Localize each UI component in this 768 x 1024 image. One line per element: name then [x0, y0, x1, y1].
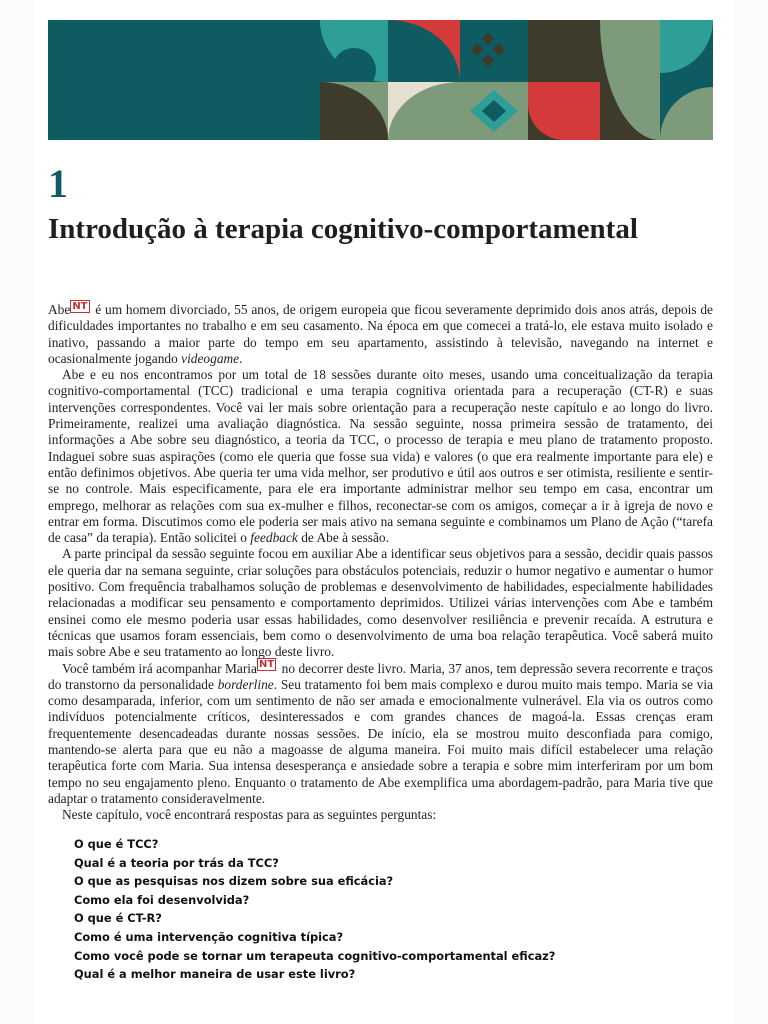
list-item: Como você pode se tornar um terapeuta cognitivo-comportamental eficaz? [74, 948, 556, 963]
chapter-number: 1 [48, 161, 68, 206]
paragraph-text: é um homem divorciado, 55 anos, de origem europeia que ficou severamente deprimido dois anos atrás, depois de dificuldades importantes no trabalho e em seu casamento. Na época em que comecei a tratá-lo, ele estava muito isolado e inativo, passando a maior parte do tempo em seu apartamento, assistindo à televisão, navegando na internet e ocasionalmente jogando [48, 302, 713, 366]
paragraph-text: no decorrer deste livro. Maria, 37 anos, tem depressão severa recorrente e traços do transtorno da personalidade [48, 660, 714, 692]
paragraph-text: . [239, 350, 243, 366]
chapter-banner [48, 20, 713, 140]
paragraph-text: Abe e eu nos encontramos por um total de 18 sessões durante oito meses, usando uma conceitualização da terapia cognitivo-comportamental (TCC) tradicional e uma terapia cognitiva orientada para a recuperação (CT-R) e suas intervenções correspondentes. Você vai ler mais sobre orientação para a recuperação neste capítulo e ao longo do livro. Primeiramente, realizei uma avaliação diagnóstica. Na sessão seguinte, nossa primeira sessão de tratamento, dei informações a Abe sobre seu diagnóstico, a teoria da TCC, o processo de terapia e meu plano de tratamento proposto. Indaguei sobre suas aspirações (como ele queria que fosse sua vida) e valores (o que era realmente importante para ele) e então definimos objetivos. Abe queria ter uma vida melhor, ser produtivo e útil aos outros e ser otimista, resiliente e sentir-se no controle. Mais especificamente, para ele era importante administrar melhor seu tempo em casa, encontrar um emprego, melhorar as relações com sua ex-mulher e filhos, reconectar-se com os amigos, começar a ir à igreja de novo e entrar em forma. Discutimos como ele poderia ser mais ativo na semana seguinte e combinamos um Plano de Ação (“tarefa de casa” da terapia). Então solicitei o [48, 367, 713, 546]
list-item: O que as pesquisas nos dizem sobre sua eficácia? [74, 874, 394, 889]
paragraph-text: . Seu tratamento foi bem mais complexo e durou muito mais tempo. Maria se via como desamparada, inferior, com um sentimento de não ser amada e emocionalmente vulnerável. Ela via os outros como indivíduos potencialmente críticos, desinteressados e com grandes chances de magoá-la. Essas crenças eram frequentemente desencadeadas durante nossas sessões. De início, ela se mostrou muito desconfiada para comigo, mantendo-se alerta para que eu não a magoasse de alguma maneira. Foi muito mais difícil estabelecer uma relação terapêutica forte com Maria. Sua intensa desesperança e ansiedade sobre a terapia e sobre mim interferiram por um bom tempo no seu engajamento pleno. Enquanto o tratamento de Abe exemplifica uma abordagem-padrão, para Maria tive que adaptar o tratamento consideravelmente. [48, 676, 714, 806]
italic-term: feedback [250, 530, 298, 546]
paragraph-5: Neste capítulo, você encontrará respostas para as seguintes perguntas: [62, 807, 437, 823]
chapter-title: Introdução à terapia cognitivo-comportamental [48, 213, 638, 245]
list-item: Qual é a teoria por trás da TCC? [74, 855, 279, 870]
geometric-pattern-banner [48, 20, 713, 140]
paragraph-text: Abe [48, 302, 71, 317]
chapter-body [48, 302, 713, 824]
list-item: O que é TCC? [74, 837, 159, 851]
italic-term: borderline [217, 676, 274, 692]
list-item: Como ela foi desenvolvida? [74, 892, 250, 907]
paragraph-1 [48, 302, 713, 367]
italic-term: videogame [181, 350, 240, 366]
paragraph-text: Você também irá acompanhar Maria [62, 660, 257, 676]
translator-note-marker[interactable]: NT [258, 659, 275, 671]
list-item: Como é uma intervenção cognitiva típica? [74, 929, 344, 944]
translator-note-marker[interactable]: NT [72, 300, 88, 312]
paragraph-3: A parte principal da sessão seguinte focou em auxiliar Abe a identificar seus objetivos para a sessão, decidir quais passos ele queria dar na semana seguinte, criar soluções para obstáculos potenciais, reduzir o humor negativo e aumentar o humor positivo. Com frequência trabalhamos solução de problemas e desenvolvimento de habilidades, especialmente habilidades relacionadas a modificar seu pensamento e comportamento deprimidos. Utilizei várias intervenções com Abe e também ensinei como ele mesmo poderia usar essas habilidades, como desenvolver resiliência e prevenir recaída. A estrutura e técnicas que usamos foram essenciais, bem como o desenvolvimento de uma boa relação terapêutica. Você saberá muito mais sobre Abe e seu tratamento ao longo deste livro. [48, 546, 713, 660]
chapter-questions-list [74, 835, 694, 984]
paragraph-2 [48, 367, 713, 546]
list-item: Qual é a melhor maneira de usar este livro? [74, 967, 356, 982]
paragraph-text: de Abe à sessão. [297, 530, 389, 546]
paragraph-4 [48, 661, 713, 808]
list-item: O que é CT-R? [74, 911, 162, 926]
